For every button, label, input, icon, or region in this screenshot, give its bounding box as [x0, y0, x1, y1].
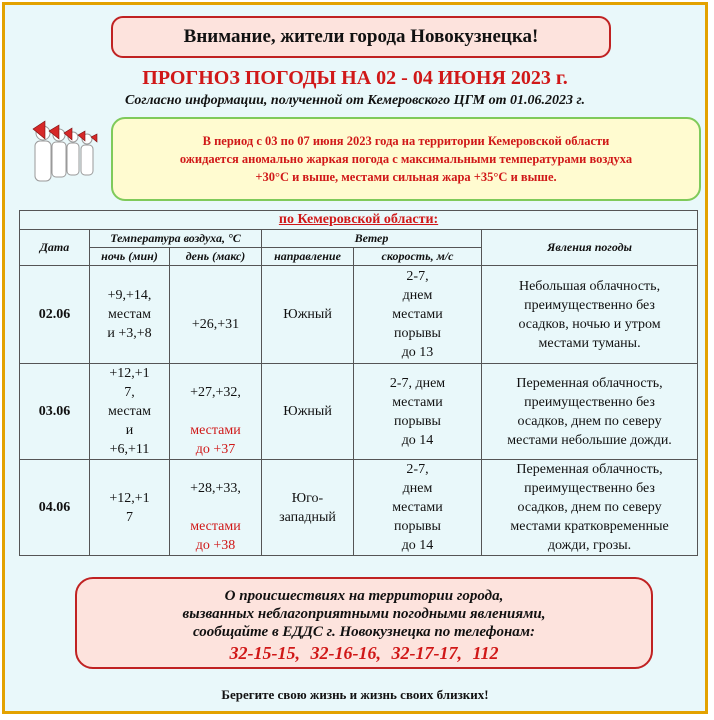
emergency-contact-box — [75, 577, 653, 669]
day-temp-cell — [170, 266, 262, 364]
wind-speed-cell: 2-7, днем местами порывы до 14 — [354, 460, 482, 556]
weather-table — [19, 210, 698, 556]
day-temp-main: +27,+32, — [190, 385, 241, 400]
day-temp-main: +26,+31 — [191, 316, 240, 332]
day-temp-cell — [170, 460, 262, 556]
night-header: ночь (мин) — [90, 248, 170, 266]
wind-direction-cell: Южный — [262, 266, 354, 364]
heat-alert-box — [111, 117, 701, 201]
date-cell: 02.06 — [20, 266, 90, 364]
phenomena-cell: Переменная облачность, преимущественно без осадков, днем по северу местами кратковременные дожди, грозы. — [482, 460, 698, 556]
wind-direction-cell: Юго- западный — [262, 460, 354, 556]
wind-speed-cell: 2-7, днем местами порывы до 14 — [354, 364, 482, 460]
date-cell: 03.06 — [20, 364, 90, 460]
phenomena-cell: Небольшая облачность, преимущественно без осадков, ночью и утром местами туманы. — [482, 266, 698, 364]
night-temp-cell: +12,+1 7 — [90, 460, 170, 556]
source-line: Согласно информации, полученной от Кемеровского ЦГМ от 01.06.2023 г. — [124, 93, 585, 108]
day-temp-extreme: местами до +37 — [190, 423, 241, 457]
speed-header: скорость, м/с — [354, 248, 482, 266]
banner-text: Внимание, жители города Новокузнецка! — [183, 26, 539, 47]
table-row — [20, 364, 698, 460]
heat-alert-text: В период с 03 по 07 июня 2023 года на территории Кемеровской области ожидается аномально жаркая погода с максимальными температурами воздуха +30°С и выше, местами сильная жара +35°С и выше. — [179, 134, 633, 184]
phenomena-cell: Переменная облачность, преимущественно без осадков, днем по северу местами небольшие дожди. — [482, 364, 698, 460]
phenomena-header: Явления погоды — [482, 230, 698, 266]
night-temp-cell: +9,+14, местам и +3,+8 — [90, 266, 170, 364]
forecast-title: ПРОГНОЗ ПОГОДЫ НА 02 - 04 ИЮНЯ 2023 г. — [142, 67, 568, 89]
contact-text: О происшествиях на территории города, вызванных неблагоприятными погодными явлениями, сообщайте в ЕДДС г. Новокузнецка по телефонам: — [182, 588, 546, 640]
attention-banner — [111, 16, 611, 58]
wind-direction-cell: Южный — [262, 364, 354, 460]
wind-speed-cell: 2-7, днем местами порывы до 13 — [354, 266, 482, 364]
region-row — [20, 211, 698, 230]
megaphone-people-icon — [15, 117, 103, 189]
table-row — [20, 266, 698, 364]
date-header: Дата — [20, 230, 90, 266]
night-temp-cell: +12,+1 7, местам и +6,+11 — [90, 364, 170, 460]
table-header-row — [20, 230, 698, 248]
footer-slogan: Берегите свою жизнь и жизнь своих близких! — [221, 687, 489, 702]
region-label: по Кемеровской области: — [20, 211, 698, 230]
table-row — [20, 460, 698, 556]
phone-numbers[interactable]: 32-15-15, 32-16-16, 32-17-17, 112 — [229, 643, 499, 663]
date-cell: 04.06 — [20, 460, 90, 556]
day-temp-main: +28,+33, — [190, 481, 241, 496]
day-header: день (макс) — [170, 248, 262, 266]
day-temp-cell — [170, 364, 262, 460]
direction-header: направление — [262, 248, 354, 266]
wind-header: Ветер — [262, 230, 482, 248]
day-temp-extreme: местами до +38 — [190, 519, 241, 553]
temperature-header: Температура воздуха, °С — [90, 230, 262, 248]
notice-page — [2, 2, 708, 714]
